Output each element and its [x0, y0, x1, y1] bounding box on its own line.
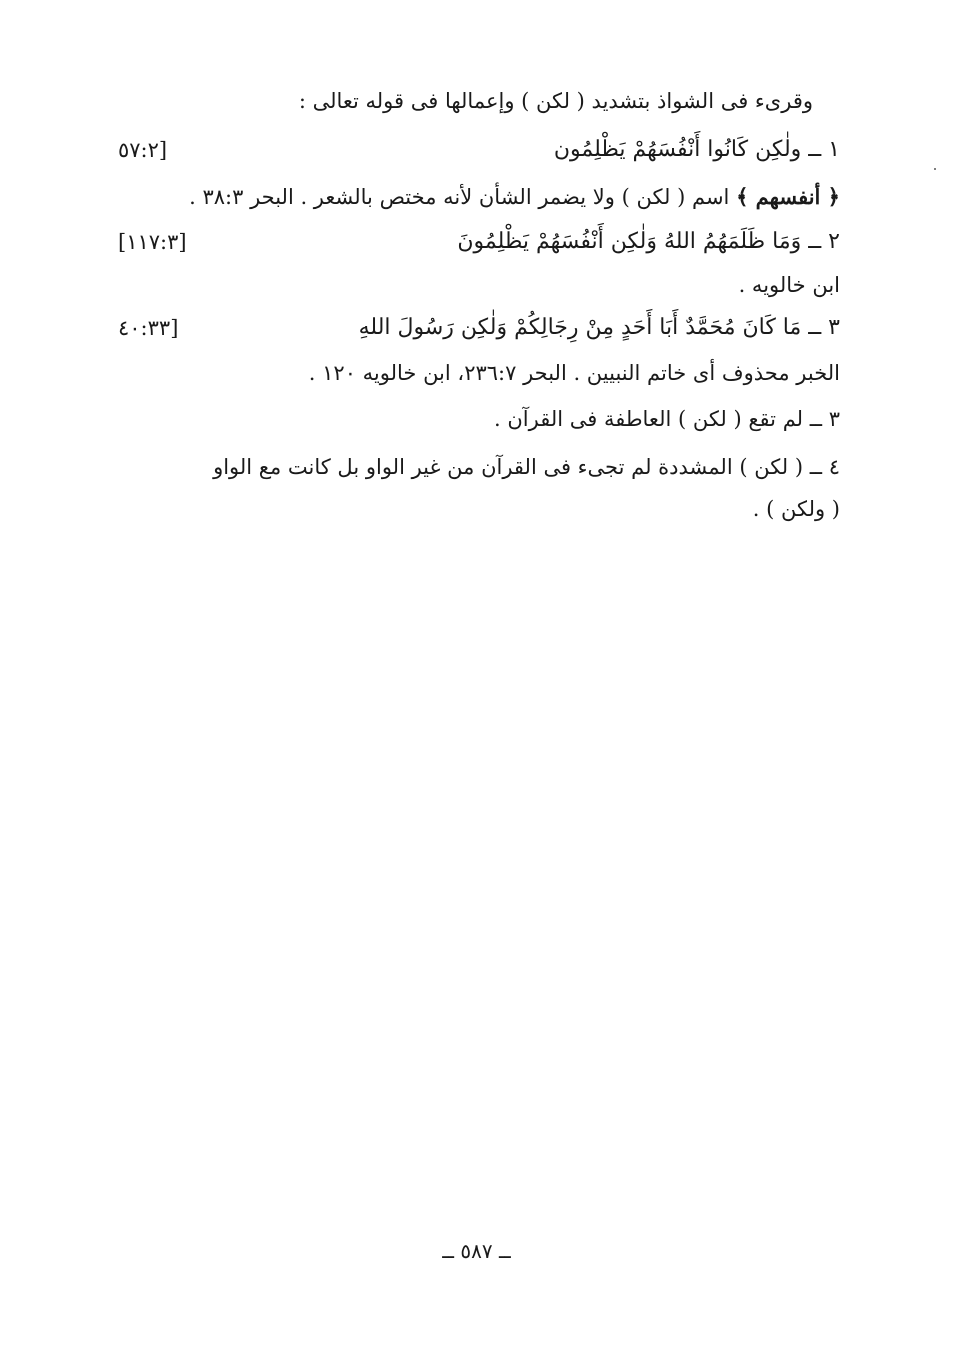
verse-row-3 [118, 312, 840, 344]
verse-3-text: ٣ ــ مَا كَانَ مُحَمَّدٌ أَبَا أَحَدٍ مِنْ رِجَالِكُمْ وَلٰكِن رَسُولَ اللهِ [358, 315, 840, 340]
verse-3-reference: [٤٠:٣٣ [118, 316, 179, 340]
note-lakin-atifa: ٣ ــ لم تقع ( لكن ) العاطفة فى القرآن . [494, 407, 840, 431]
note-anfusahum-keyword: ﴿ أنفسهم ﴾ [736, 184, 840, 209]
verse-1-text: ١ ــ ولٰكِن كَانُوا أَنْفُسَهُمْ يَظْلِمُون [553, 137, 840, 162]
note-lakin-mushaddada-line-1: ٤ ــ ( لكن ) المشددة لم تجىء فى القرآن من غير الواو بل كانت مع الواو [213, 455, 840, 479]
verse-1-reference: [٥٧:٢ [118, 138, 168, 162]
verse-2-reference: [١١٧:٣] [118, 230, 187, 254]
note-anfusahum [118, 182, 840, 212]
note-khabar: الخبر محذوف أى خاتم النبيين . البحر ٢٣٦:٧، ابن خالويه ١٢٠ . [308, 361, 840, 385]
note-lakin-mushaddada-line-2: ( ولكن ) . [752, 497, 840, 521]
intro-line: وقرىء فى الشواذ بتشديد ( لكن ) وإعمالها فى قوله تعالى : [298, 89, 813, 113]
scan-speck [934, 168, 936, 170]
page-number: ــ ٥٨٧ ــ [442, 1239, 511, 1263]
verse-row-2 [118, 226, 840, 258]
verse-row-1 [118, 134, 840, 166]
note-anfusahum-text: اسم ( لكن ) ولا يضمر الشأن لأنه مختص بالشعر . البحر ٣٨:٣ . [189, 185, 737, 209]
note-ibn-khalawayh: ابن خالويه . [738, 273, 840, 297]
verse-2-text: ٢ ــ وَمَا ظَلَمَهُمُ اللهُ وَلٰكِن أَنْفُسَهُمْ يَظْلِمُونَ [457, 229, 840, 254]
